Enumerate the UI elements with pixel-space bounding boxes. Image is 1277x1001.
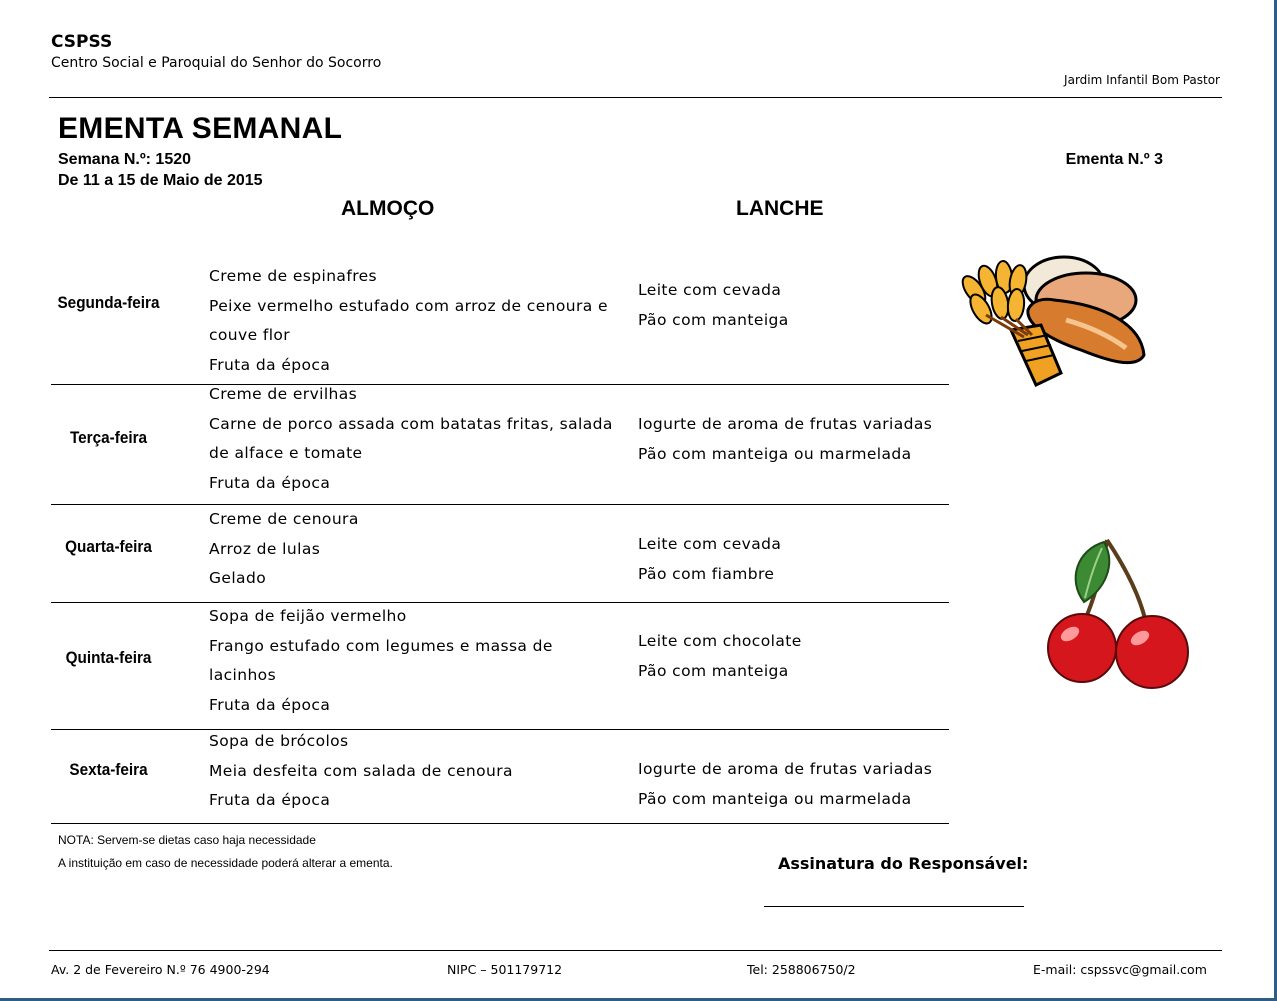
menu-row-monday: [51, 262, 949, 384]
signature-line: [764, 906, 1024, 907]
org-full-name: Centro Social e Paroquial do Senhor do Socorro: [51, 55, 382, 71]
menu-row-tuesday: [51, 380, 949, 504]
snack-item: Pão com manteiga: [638, 661, 789, 680]
snack-item: Iogurte de aroma de frutas variadas: [638, 415, 933, 433]
day-label: Quinta-feira: [65, 648, 152, 667]
snack-item: Pão com manteiga: [638, 310, 789, 329]
lunch-item: Creme de cenoura: [209, 510, 359, 528]
lunch-item: Creme de espinafres: [209, 267, 378, 285]
diet-note: NOTA: Servem-se dietas caso haja necessidade: [58, 833, 316, 847]
date-range: De 11 a 15 de Maio de 2015: [58, 172, 263, 189]
row-divider: [51, 823, 949, 824]
lunch-item: Frango estufado com legumes e massa de: [209, 636, 553, 655]
lunch-item: Meia desfeita com salada de cenoura: [209, 761, 513, 780]
snack-items: [638, 530, 781, 589]
lunch-items: [209, 262, 608, 381]
menu-number: Ementa N.º 3: [1065, 151, 1163, 168]
lunch-item: Peixe vermelho estufado com arroz de cenoura e: [209, 296, 608, 315]
lunch-item: Fruta da época: [209, 474, 331, 493]
snack-item: Leite com cevada: [638, 281, 782, 299]
lunch-item: couve flor: [209, 326, 291, 345]
page-title: EMENTA SEMANAL: [58, 112, 343, 145]
lunch-item: Creme de ervilhas: [209, 385, 358, 403]
change-note: A instituição em caso de necessidade poderá alterar a ementa.: [58, 856, 393, 870]
day-label: Segunda-feira: [57, 293, 160, 312]
day-label: Terça-feira: [69, 428, 148, 447]
snack-item: Pão com manteiga ou marmelada: [638, 789, 912, 808]
snack-item: Pão com manteiga ou marmelada: [638, 444, 912, 463]
lunch-column-header: ALMOÇO: [341, 197, 435, 220]
bread-icon: [956, 245, 1156, 395]
school-name: Jardim Infantil Bom Pastor: [1064, 73, 1220, 87]
menu-row-wednesday: [51, 505, 949, 602]
snack-item: Pão com fiambre: [638, 564, 775, 583]
snack-items: [638, 410, 932, 469]
lunch-item: Fruta da época: [209, 696, 331, 715]
org-short-name: CSPSS: [51, 32, 113, 52]
menu-row-thursday: [51, 602, 949, 728]
footer-nipc: NIPC – 501179712: [447, 962, 563, 977]
snack-items: [638, 755, 932, 814]
menu-row-friday: [51, 727, 949, 823]
snack-item: Leite com cevada: [638, 535, 782, 553]
footer-email: E-mail: cspssvc@gmail.com: [1033, 962, 1207, 977]
snack-items: [638, 276, 789, 335]
lunch-items: [209, 505, 359, 594]
footer-divider: [49, 950, 1222, 951]
lunch-item: Fruta da época: [209, 791, 331, 810]
lunch-items: [209, 727, 513, 816]
week-number: Semana N.º: 1520: [58, 151, 192, 168]
lunch-item: Fruta da época: [209, 356, 331, 375]
footer-phone: Tel: 258806750/2: [747, 962, 856, 977]
snack-items: [638, 627, 802, 686]
day-label: Quarta-feira: [65, 537, 152, 556]
lunch-items: [209, 380, 613, 499]
lunch-items: [209, 602, 553, 721]
snack-item: Iogurte de aroma de frutas variadas: [638, 760, 933, 778]
footer-address: Av. 2 de Fevereiro N.º 76 4900-294: [51, 962, 270, 977]
lunch-item: Sopa de feijão vermelho: [209, 607, 407, 625]
cherry-icon: [1042, 530, 1192, 695]
lunch-item: de alface e tomate: [209, 444, 363, 463]
day-label: Sexta-feira: [69, 760, 148, 779]
lunch-item: Carne de porco assada com batatas fritas, salada: [209, 414, 613, 433]
snack-column-header: LANCHE: [736, 197, 824, 220]
lunch-item: lacinhos: [209, 666, 277, 685]
header-divider: [49, 97, 1222, 98]
lunch-item: Sopa de brócolos: [209, 732, 349, 750]
signature-label: Assinatura do Responsável:: [778, 854, 1029, 873]
snack-item: Leite com chocolate: [638, 632, 802, 650]
lunch-item: Arroz de lulas: [209, 539, 321, 558]
lunch-item: Gelado: [209, 569, 267, 588]
